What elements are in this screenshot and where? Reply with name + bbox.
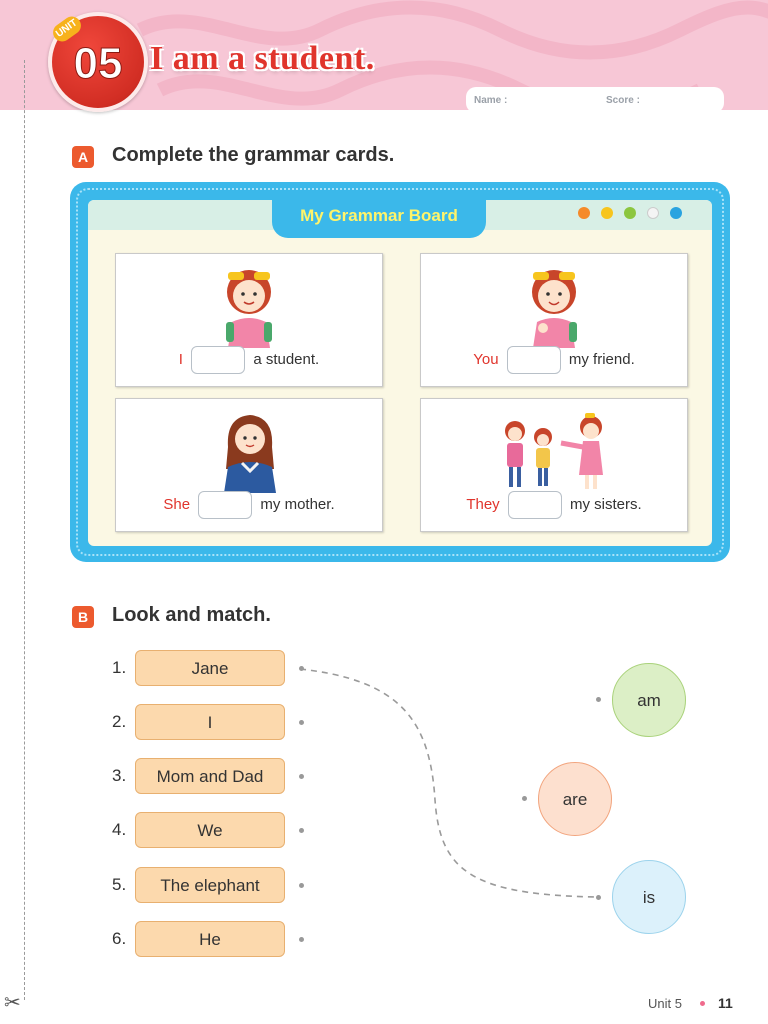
item-2-dot[interactable] [299,720,304,725]
match-item-2[interactable]: I [135,704,285,740]
item-3-dot[interactable] [299,774,304,779]
card-2-rest: my friend. [568,350,635,368]
match-item-1[interactable]: Jane [135,650,285,686]
match-item-6[interactable]: He [135,921,285,957]
card-3-subject: She [163,495,191,513]
match-item-3[interactable]: Mom and Dad [135,758,285,794]
card-4-subject: They [466,495,500,513]
footer-dot [700,1001,705,1006]
option-is-dot[interactable] [596,895,601,900]
score-label: Score : [606,95,640,106]
option-are[interactable]: are [538,762,612,836]
match-item-4[interactable]: We [135,812,285,848]
option-am[interactable]: am [612,663,686,737]
item-3-number: 3. [112,766,127,785]
item-2-number: 2. [112,712,127,731]
page-number: 11 [718,995,733,1011]
card-3-rest: my mother. [260,495,335,513]
unit-tag: UNIT [50,13,85,45]
item-5-dot[interactable] [299,883,304,888]
option-is[interactable]: is [612,860,686,934]
board-title: My Grammar Board [272,198,486,238]
option-am-dot[interactable] [596,697,601,702]
item-1-dot[interactable] [299,666,304,671]
unit-number: 05 [73,39,123,88]
option-are-dot[interactable] [522,796,527,801]
item-1-number: 1. [112,658,127,677]
name-label: Name : [474,95,508,106]
card-1-subject: I [178,350,183,368]
item-6-number: 6. [112,929,127,948]
section-a-badge: A [72,146,94,168]
item-4-dot[interactable] [299,828,304,833]
page-title: I am a student. [150,40,375,77]
section-b-title: Look and match. [112,604,271,626]
card-2-subject: You [473,350,499,368]
item-4-number: 4. [112,820,127,839]
section-b-badge: B [72,606,94,628]
item-6-dot[interactable] [299,937,304,942]
card-4-rest: my sisters. [570,495,642,513]
item-5-number: 5. [112,875,127,894]
card-1-rest: a student. [253,350,320,368]
footer-unit-label: Unit 5 [648,996,682,1011]
section-a-title: Complete the grammar cards. [112,144,395,166]
scissors-icon: ✂ [4,990,21,1014]
match-item-5[interactable]: The elephant [135,867,285,903]
